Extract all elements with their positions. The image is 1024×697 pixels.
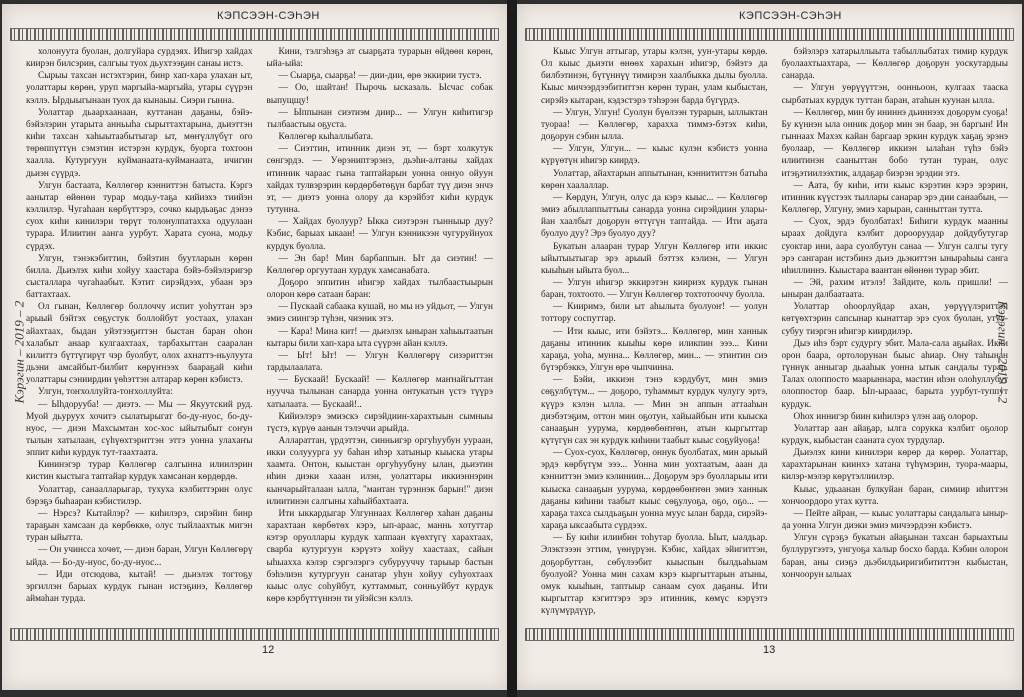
text-columns	[541, 46, 1011, 622]
paragraph: Букатын алааран турар Улгун Көллөгөр ити иккис ыйытыытыгар эрэ арыый бэттэх кэлиэн, — Улгун кыыһын ыйыта буол...	[541, 241, 768, 276]
paragraph: — Улгун, Улгун... — кыыс кулэн кэбистэ уонна күрүөтүн иһигэр киирдэ.	[541, 144, 768, 167]
page-number: 12	[262, 644, 275, 656]
paragraph: бэйэлэрэ хатарыллыыта табыллыбатах тимир курдук буолаахтыахтара, — Көллөгөр доҕорун уоскутардыы санарда.	[781, 47, 1008, 82]
paragraph: Аллараттан, үрдэттэн, синньигэр оргуһуубун уураан, икки солууурга уу баһан иһэр хатыныр кыыска утары хаамта. Онтон, кыыстан оргуһуубуну ылан, дьиэтин иһин диэки хааан илэн, уолаттары иккиэннэрин кынчарыйталаан ылла, "мантан түрэннэк барын!" диэн илиитинэн салгыны хаһыйбахтаата.	[266, 436, 493, 507]
paragraph: — Пейте айран, — кыыс уолаттары сандалыга ынырда уонна Улгун диэки эмиэ мичээрдээн кэбистэ.	[781, 508, 1008, 532]
paragraph: Уолаттар оһоорлуйдар ахан, уөрүүүлэриттэн көтүөхтэрин сапсынар кынаттар эрэ суох буолан, утуу-субуу тиэргэн иһигэр киирдилэр.	[781, 302, 1008, 337]
paragraph: — Суох, эрдэ буолбатах! Биһиги курдук маанны ыраах дойдуга кэлбит дорооруудар дойдубутугар суоктар ини, аара суолбутун санаа — Улгун салгы тугу эрэ сангаран истэбинэ дьиэ дьэкиттэн ыныраһыы санга иһиллиннэ. Кыыстара ваантан өйөнөн турар эбит.	[781, 217, 1008, 276]
ornament-border-bottom	[10, 628, 499, 641]
paragraph: Уолаттар аан айаҕар, ылга сорукка кэлбит оҕолор курдук, кыбыстан сааната суох турдулар.	[781, 423, 1008, 446]
paragraph: — Эн бар! Мин барбаппын. Ыт да сиэтин! — Көллөгөр оргуутаан хурдук хамсанабата.	[266, 253, 493, 276]
paragraph: — Кара! Мина кит! — дьиэлэх ыныран хаһыытаатын кытары били хап-хара ыта сүүрэн айан кэллэ.	[266, 326, 493, 349]
running-header: КЭПСЭЭН-СЭҺЭН	[739, 10, 842, 22]
paragraph: Кыыс, удьаанан булкуйан баран, симиир иһиттэн хончоордоро утах кутта.	[781, 484, 1008, 507]
paragraph: — Көллөгөр, мин бу ининнэ дьиннээх доҕорум суоҕа! Бу күннэн ыла онник доҕор мин эн баар, эн баргын! Ин гыннаах Махэх кайан баргаар эркин курдук хаҕаҕ эрэнэ буолаар, — Көллөгөр иккиэн ылаһан түһэ бэйэ илиитинэн сааныттан бобо тутан туран, олус итэҕэтиилээхтик, алдаҕар биэрэн эрэдии этэ.	[781, 107, 1008, 179]
text-columns	[26, 46, 493, 622]
paragraph: Уолаттар, санаалларыгар, тухуха кэлбиттэрин олус бэрэҕэ быһааран кэбистилэр.	[26, 484, 253, 507]
text-column	[782, 46, 1009, 622]
ornament-border-top	[525, 28, 1014, 41]
running-header: КЭПСЭЭН-СЭҺЭН	[217, 10, 320, 22]
paragraph: Доҕоро эппитин иһигэр хайдах тылбаастыырын олорон көрө сатаан баран:	[266, 277, 493, 301]
paragraph: Дьиэлэх кини кинилэри көрөр да көрөр. Уолаттар, харахтарынан киинхэ хатана түһүмэрин, туора-маары, килэр-мэлэр көрүтэллиилэр.	[781, 448, 1008, 483]
ornament-border-top	[10, 28, 499, 41]
paragraph: — Ыппынан сиэтиэм диир... — Улгун киһитигэр тылбаастыы оҕуста.	[266, 107, 493, 130]
paragraph: — Суох-суох, Көллөгөр, оннук буолбатах, мин арыый эрдэ көрбүтүм эээ... Уонна мин уохтаатым, ааан да кэнниттэн эмиэ кэлиниин... Доҕорум эрэ буолларыы ити кыыска санааҕын уурума, көрдөөбөҥҥөн эмиэ ханнык даҕаны киһини таабыт кыыс сөҕулуоҕа, оҕо, оҕо... — хараҕа тахса сылдьаҕын уонна муус ылан барда, сирэйэ-хараҕа ыксаабыта сүрдээх.	[541, 448, 768, 532]
paragraph: — Оо, шайтан! Пырочь ысказаль. Ысчас собак выпущщу!	[266, 83, 493, 106]
book-gutter	[507, 0, 517, 697]
paragraph: — Сыарҕа, сыарҕа! — дии-дии, өрө эккирии тустэ.	[278, 71, 482, 82]
page-left	[2, 4, 507, 690]
paragraph: — Сиэттин, итинник диэн эт, — бэрт холкутук сөнгэрдэ. — Уөрэниптэрэнэ, дьэһи-алтаны хайдах итинник чараас гына таптайарын уонна оннуо ойуун хайдах тулвэрэрин көрдөрбөтөҕүн барбат түү диэн энчэ эт, — диэтэ уонна олору да кэрэйбэт киһи курдук тутунна.	[266, 144, 493, 216]
paragraph: — Бу киһи илиибин тоһутар буолла. Ыыт, ыалдьар. Элэктэээн эттим, үөнүрүэн. Кэбис, хайдах эйигиттэн, доҕорбуттан, сөбүлээбит кыыспын былдьаһыам буолуой? Уонна мин сахам кэрэ кыргыттарын атыны, омук кыыһын, таптыыр санаам суох даҕаны. Ити кыргыттар кэгиттэрэ эрэ итинник, көмүс кэрүэтэ күлүмүрдүүр,	[541, 533, 768, 617]
paragraph: — Улгун иһигэр эккирэтэн киириэх курдук гынан баран, тохтоото. — Улгун Көллөгөр тохтотооччу буолла.	[541, 277, 768, 301]
text-column	[541, 46, 768, 622]
paragraph: — Хайдах буолуур? Ыкка сиэтэрэн гынныыр дуу? Кэбис, барыах ыкаан! — Улгун кэнникээн чугуруйнуох курдук буолла.	[266, 217, 493, 252]
page-number: 13	[763, 644, 776, 656]
paragraph: Улгун сүрэҕэ букатын айаҕынан тахсан барыахтыы буллуругээтэ, унгуоҕа халыр босхо барда. Кэбин олорон баран, аны сиэҕэ дьэбилдьиригибититтэн кыбыстан, хончоорун ылыах	[781, 533, 1008, 580]
paragraph: Улгун, тэнэкэбиттин, бэйэтин буутларын көрөн билла. Дьиэлэх киһи хойуу хаастара бэйэ-бэйэлэригэр сысталлара чугаһаабыт. Кэтит сирэйдээх, убаан эрэ баттахтаах.	[26, 253, 253, 301]
paragraph: Улгун бастаата, Көллөгөр кэнниттэн батыста. Кэргэ аанытар өйөнөн турар модьу-таҕа кийиэхэ тиийэн кэллилэр. Чугаһаан көрбүттэрэ, сочко кырдьаҕас дэнээ суох киһи кинилэри төрүт толонулпатахха одуулаан турара. Илиитин аанга уурбут. Харата суона, модьу сүрдэх.	[26, 180, 253, 252]
paragraph: Ол гынан, Көллөгөр боллоччу испит уоһуттан эрэ арыый бэйтэх сөҕустук боллойбут уостаах, улахан айахтаах, быдан уйэтээҕиттэн быстан баран оһон халабыт анаар кулгаахтаах, тарбахыттан сааралан килиттэ бүттүгирүт чэр буолбут, олох ахнаттэ-ньулуута дьэни амсайбыт-билбит көрүҥнээх баараҕай киһи уолаттары сэниирдии үөһэттэн алтарар көрөн кэбистэ.	[26, 302, 253, 386]
paragraph: — Кииримэ, били ыт аһылыта буолуоҥ! — уолун тоттору соспуттар.	[541, 302, 768, 325]
paragraph: — Ити кыыс, ити бэйэтэ... Көллөгөр, мин ханнык даҕаны итинник кыыһы көрө иликпин эээ... Кини хараҕа, уоһа, мунна... Көллөгөр, мин... — этинтин сиэ бүтэрбэккэ, Улгун өрө чыпчинна.	[541, 326, 768, 374]
paragraph: Көллөгөр кыһаллыбата.	[278, 132, 374, 143]
paragraph: Кининэгэр турар Көллөгөр салгынна илиилэрин кистин кыстыга таптайар курдук хамсанан көрдөрдө.	[26, 460, 253, 483]
paragraph: Кини, тэлгэһэҕэ ат сыарҕата турарын өйдөөн көрөн, ыйа-ыйа:	[266, 47, 493, 70]
paragraph: Дыэ иһэ бэрт судургу эбит. Мала-сала аҕыйах. Икки орон баара, ортолорунан быыс аһиар. Ону таһынан түннүк анныгар дьааһык уонна ытык сандалы турар. Талах олоппосто маарыннара, мастин иһэн олоһуллубут олоппостор баар. Ып-ырааас, барыта уурбут-туппут курдук.	[781, 338, 1008, 410]
text-column	[267, 46, 494, 622]
paragraph: — Ыһдорууба! — диэтэ. — Мы — Якуутский руд. Муой дьуруух хочитэ сылатырыгат бо-ду-нуос, бо-ду-нуос, — диэн Махсымтан хос-хос ыйытыбыт соҥун тылын хатылаан, сүһүөхтэриттэн эттэ уонна улахаҥы эппит киһи курдук тут-таахтаата.	[26, 399, 253, 459]
paragraph: Оһох иннигэр биин киһилэрэ үлэн ааҕ олорор.	[793, 411, 978, 422]
paragraph: — Бэйи, иккиэн тэнэ кэрдубут, мин эмиэ сөҕулбүтүм... — доҕоро, туһаммыт курдук чулугу эртэ, күүрэ кэлэн ылла. — Мин эн аппын аттааһын диэбэтэҕим, оттон мин оҕотун, хайыайбын ити кыыска санааҕын уурума, көрдөөбөҥҥөн, атын кыргыттар күтүгүн сах эн курдук киһини таабыт кыыс соҕуйуоҕа!	[541, 375, 768, 446]
paragraph: — Он учинсса хочөт, — диэн баран, Улгун Көллөгөрү ыйда. — Бо-ду-нуос, бо-ду-нуос...	[26, 545, 253, 568]
handwritten-note: Кэрэгин – 2019 – 2	[995, 300, 1011, 404]
paragraph: Улгун, тоҥхоллуйта-тоҥхоллуйта:	[38, 387, 173, 398]
paragraph: — Эй, рахим итэлэ! Зайдите, коль пришли! — ыныран далбаатаата.	[781, 277, 1008, 301]
ornament-border-bottom	[525, 628, 1014, 641]
paragraph: — Нэрсэ? Кытайлэр? — киһилэрэ, сирэйин бинр тараҕын хамсаан да көрбөккө, олус тыйлаахтык мигэн туран ыйытта.	[26, 508, 253, 544]
paragraph: — Ыт! Ыт! — Улгун Көллөгөрү сизэриттэн тардылаалата.	[266, 350, 493, 374]
paragraph: Сырыы тахсан истэхтэрин, бинр хап-хара улахан ыт, уолаттары көрөн, уруп маргыйа-маргыйа, утары сүүрэн кэллэ. Ырдыыгынаан туох да кынаыы. Сиэри гынна.	[26, 71, 253, 106]
paragraph: Кийиэлэрэ эмиэскэ сирэйдиин-харахтыын сымныы түстэ, күрүө аанын тэлэччи арыйда.	[266, 411, 493, 434]
paragraph: — Көрдун, Улгун, олус да кэрэ кыыс... — Көллөгөр эмиэ абыллаппыттыы санарда уонна сирэйдиин уларыйан хаалбыт доҕорун өттүгүн таптайда. — Ити аҕата буолуо дуу? Эрэ буолуо дуу?	[541, 192, 768, 240]
paragraph: — Улгун, Улгун! Суолун бүөлээн турарын, ыллыктан туораа! — Көллөгөр, харахха тиммэ-бэтэх киһи, доҕорун сэбин ылла.	[541, 107, 768, 143]
page-right	[517, 4, 1022, 690]
paragraph: — Иди отсюдова, кытай! — дьиэлэх тогтоҕу эргиллэн барыах курдук гынан истэҕинэ, Көллөгөр аймаһан турда.	[26, 569, 253, 605]
paragraph: — Пускаай сабаака кушай, но мы нэ уйдьот, — Улгун эмиэ сиингэр түһэн, чиэник этэ.	[266, 302, 493, 325]
handwritten-note: Кэрэгин – 2019 – 2	[11, 300, 27, 404]
paragraph: холонуута буолан, долгуйара сурдэях. Иһигэр хайдах киирэн билсэрин, салгыы туох дьухтээҕин санаы истэ.	[26, 47, 253, 70]
text-column	[26, 46, 253, 622]
paragraph: — Улгун уөрүүүттэн, оонньоон, кулгаах тааска сырбатыах курдук туттан баран, атаһын куунан ылла.	[781, 83, 1008, 106]
paragraph: Уолаттар, айахтарын аппытынан, кэннититтэн батыһа көрөн хаалаллар.	[541, 168, 768, 191]
paragraph: — Бускаай! Бускаай! — Көллөгөр маҥнайгыттан нуучча тылынан санарда уонна онтукатын үстэ түүрэ хатылаата. — Бускаай!..	[266, 375, 493, 410]
paragraph: Уолаттар дьаархаанаан, куттанан даҕаны, бэйэ-бэйэлэрин утарыта анньыһа сырыттахтарына, дьиэттэн киһи тахсан хаһыытаабытыгар ыт, мөҥүллүбүт ого төрөппүттүн сэмэтин истэрэн курдук, буорга тохтоон хаалла. Кутургуун куйманаата-куйманаата, ичигин дьиэн сүүрдэ.	[26, 107, 253, 179]
paragraph: Кыыс Улгун аттыгар, утары кэлэн, уун-утары көрдө. Ол кыыс дьиэти өнөөх харахын иһигэр, бэйэтэ да билбэтинэн, бүтүннүү тимирэн хаалбыкка дылы буолла. Кыыс мичээрдээбититтэн көрөн туран, улам кыбыстан, сирэйэ кытаран, кэдэстэрэ тэһэрэн барда бүгүрдэ.	[541, 47, 768, 106]
paragraph: — Аата, бу киһи, ити кыыс кэрэтин кэрэ эрэрин, итинник күүстээх тыллары санарар эрэ дии санаабын, — Көллөгөр, Улгуну, эмиэ харыран, санныттан тутта.	[781, 180, 1008, 216]
paragraph: Ити ыккардыгар Улгуннаах Көллөгөр хаһан даҕаны харахтаан көрбөтөх кэрэ, ып-араас, маннь хотуттар кэтэр оруоллары курдук хаппаан күөхтүгү харахтаах, сварба кутургуун кэрүэтэ хойуу хаастаах, сайын ыһыахха кэлэр сэргэлэргэ субурууччу тарыыр бастын бэһэлиэн кутургуун санатар уһун хойуу суһуохтаах кыыс олус соһуйбут, куттаммыт, сонньуйбут курдук көрө кэрбүттүннэн ти уйэйсэн кэллэ.	[266, 508, 493, 605]
